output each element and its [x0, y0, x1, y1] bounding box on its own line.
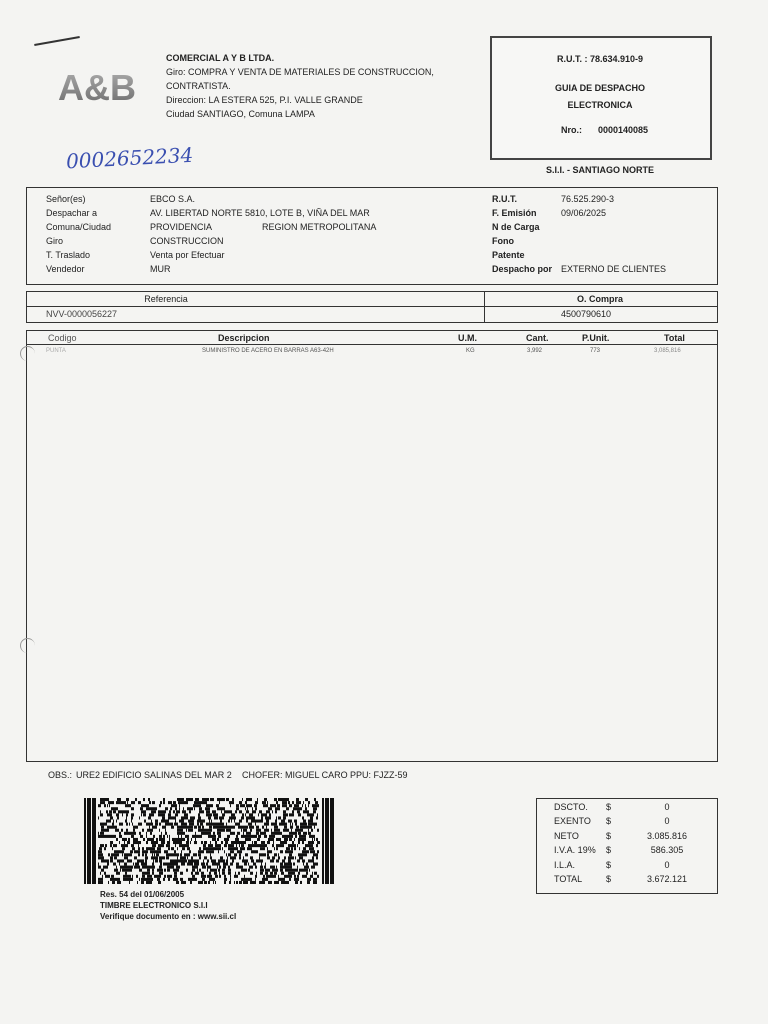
doc-type-2: ELECTRONICA	[567, 100, 633, 110]
col-codigo: Codigo	[48, 333, 77, 343]
issuer-rut: R.U.T. : 78.634.910-9	[556, 54, 644, 64]
client-field-value: AV. LIBERTAD NORTE 5810, LOTE B, VIÑA DEL MAR	[150, 208, 370, 218]
totals-label: I.L.A.	[554, 859, 576, 870]
purchase-order-label: O. Compra	[576, 294, 623, 304]
timbre-barcode	[84, 798, 334, 884]
totals-label: NETO	[554, 830, 579, 841]
client-field-value: CONSTRUCCION	[150, 236, 224, 246]
items-header-line	[26, 344, 718, 345]
totals-value: 586.305	[650, 845, 684, 856]
client-field-label: Comuna/Ciudad	[46, 222, 112, 232]
obs-driver: CHOFER: MIGUEL CARO	[242, 770, 348, 780]
handwritten-number: 0002652234	[65, 142, 194, 174]
client-field-value: PROVIDENCIA	[150, 222, 213, 232]
row-punit: 773	[590, 348, 601, 354]
totals-label: I.V.A. 19%	[554, 845, 596, 856]
reference-divider-h	[26, 306, 718, 307]
totals-label: EXENTO	[554, 816, 591, 827]
logo-text: A&B	[58, 67, 136, 106]
row-codigo: PUNTA	[46, 348, 66, 354]
table-row	[26, 348, 716, 358]
doc-number: 0000140085	[598, 125, 649, 135]
punch-hole-mark	[20, 346, 35, 361]
totals-currency: $	[606, 874, 612, 884]
client-right-value: 76.525.290-3	[561, 194, 615, 204]
totals-currency: $	[606, 859, 612, 870]
reference-label: Referencia	[144, 294, 188, 304]
totals-value: 3.672.121	[646, 874, 688, 884]
client-right-label: Fono	[492, 236, 514, 246]
totals-currency: $	[606, 816, 612, 827]
company-address: Direccion: LA ESTERA 525, P.I. VALLE GRANDE	[166, 95, 363, 105]
totals-value: 0	[664, 859, 670, 870]
client-field-label: Giro	[46, 236, 64, 246]
company-city: Ciudad SANTIAGO, Comuna LAMPA	[166, 109, 315, 119]
client-field-value: MUR	[150, 264, 171, 274]
col-um: U.M.	[458, 333, 477, 343]
client-field-value: Venta por Efectuar	[150, 250, 225, 260]
timbre-resolution: Res. 54 del 01/06/2005	[100, 890, 185, 899]
totals-currency: $	[606, 830, 612, 841]
client-field-label: Vendedor	[46, 264, 85, 274]
totals-currency: $	[606, 802, 612, 812]
totals-value: 0	[664, 816, 670, 827]
obs-plate: PPU: FJZZ-59	[350, 770, 408, 780]
punch-hole-mark	[20, 638, 35, 653]
col-total: Total	[664, 333, 685, 343]
client-field-label: Señor(es)	[46, 194, 86, 204]
totals-value: 3.085.816	[646, 830, 688, 841]
row-total: 3,085,816	[654, 348, 681, 354]
row-um: KG	[466, 348, 475, 354]
barcode-graphic	[84, 798, 334, 884]
col-descripcion: Descripcion	[218, 333, 270, 343]
reference-value: NVV-0000056227	[46, 309, 118, 319]
company-name: COMERCIAL A Y B LTDA.	[166, 53, 275, 63]
client-field-label: T. Traslado	[46, 250, 91, 260]
logo-graphic	[36, 66, 158, 106]
col-punit: P.Unit.	[582, 333, 610, 343]
client-right-value: 09/06/2025	[561, 208, 607, 218]
timbre-label: TIMBRE ELECTRONICO S.I.I	[100, 901, 208, 910]
obs-label: OBS.:	[48, 770, 73, 780]
totals-value: 0	[664, 802, 670, 812]
doc-number-label: Nro.:	[561, 125, 582, 135]
sii-office: S.I.I. - SANTIAGO NORTE	[545, 165, 654, 175]
client-right-label: R.U.T.	[492, 194, 518, 204]
company-giro-1: Giro: COMPRA Y VENTA DE MATERIALES DE CONSTRUCCION,	[166, 67, 434, 77]
purchase-order-value: 4500790610	[561, 309, 612, 319]
doc-type-1: GUIA DE DESPACHO	[554, 83, 645, 93]
client-right-label: Patente	[492, 250, 525, 260]
client-right-label: Despacho por	[492, 264, 553, 274]
col-cant: Cant.	[526, 333, 549, 343]
client-field-value: EBCO S.A.	[150, 194, 196, 204]
client-right-value: EXTERNO DE CLIENTES	[561, 264, 667, 274]
company-giro-2: CONTRATISTA.	[166, 81, 231, 91]
timbre-verify: Verifique documento en : www.sii.cl	[100, 912, 237, 921]
client-right-label: F. Emisión	[492, 208, 537, 218]
items-table	[26, 330, 718, 762]
client-field-label: Despachar a	[46, 208, 98, 218]
client-right-label: N de Carga	[492, 222, 540, 232]
pen-stroke	[34, 36, 80, 46]
obs-text: URE2 EDIFICIO SALINAS DEL MAR 2	[76, 770, 232, 780]
totals-label: DSCTO.	[554, 802, 588, 812]
row-descripcion: SUMINISTRO DE ACERO EN BARRAS A63-42H	[202, 348, 334, 354]
client-region: REGION METROPOLITANA	[262, 222, 377, 232]
company-logo	[36, 66, 158, 106]
totals-label: TOTAL	[554, 874, 583, 884]
totals-currency: $	[606, 845, 612, 856]
row-cant: 3,992	[527, 348, 543, 354]
